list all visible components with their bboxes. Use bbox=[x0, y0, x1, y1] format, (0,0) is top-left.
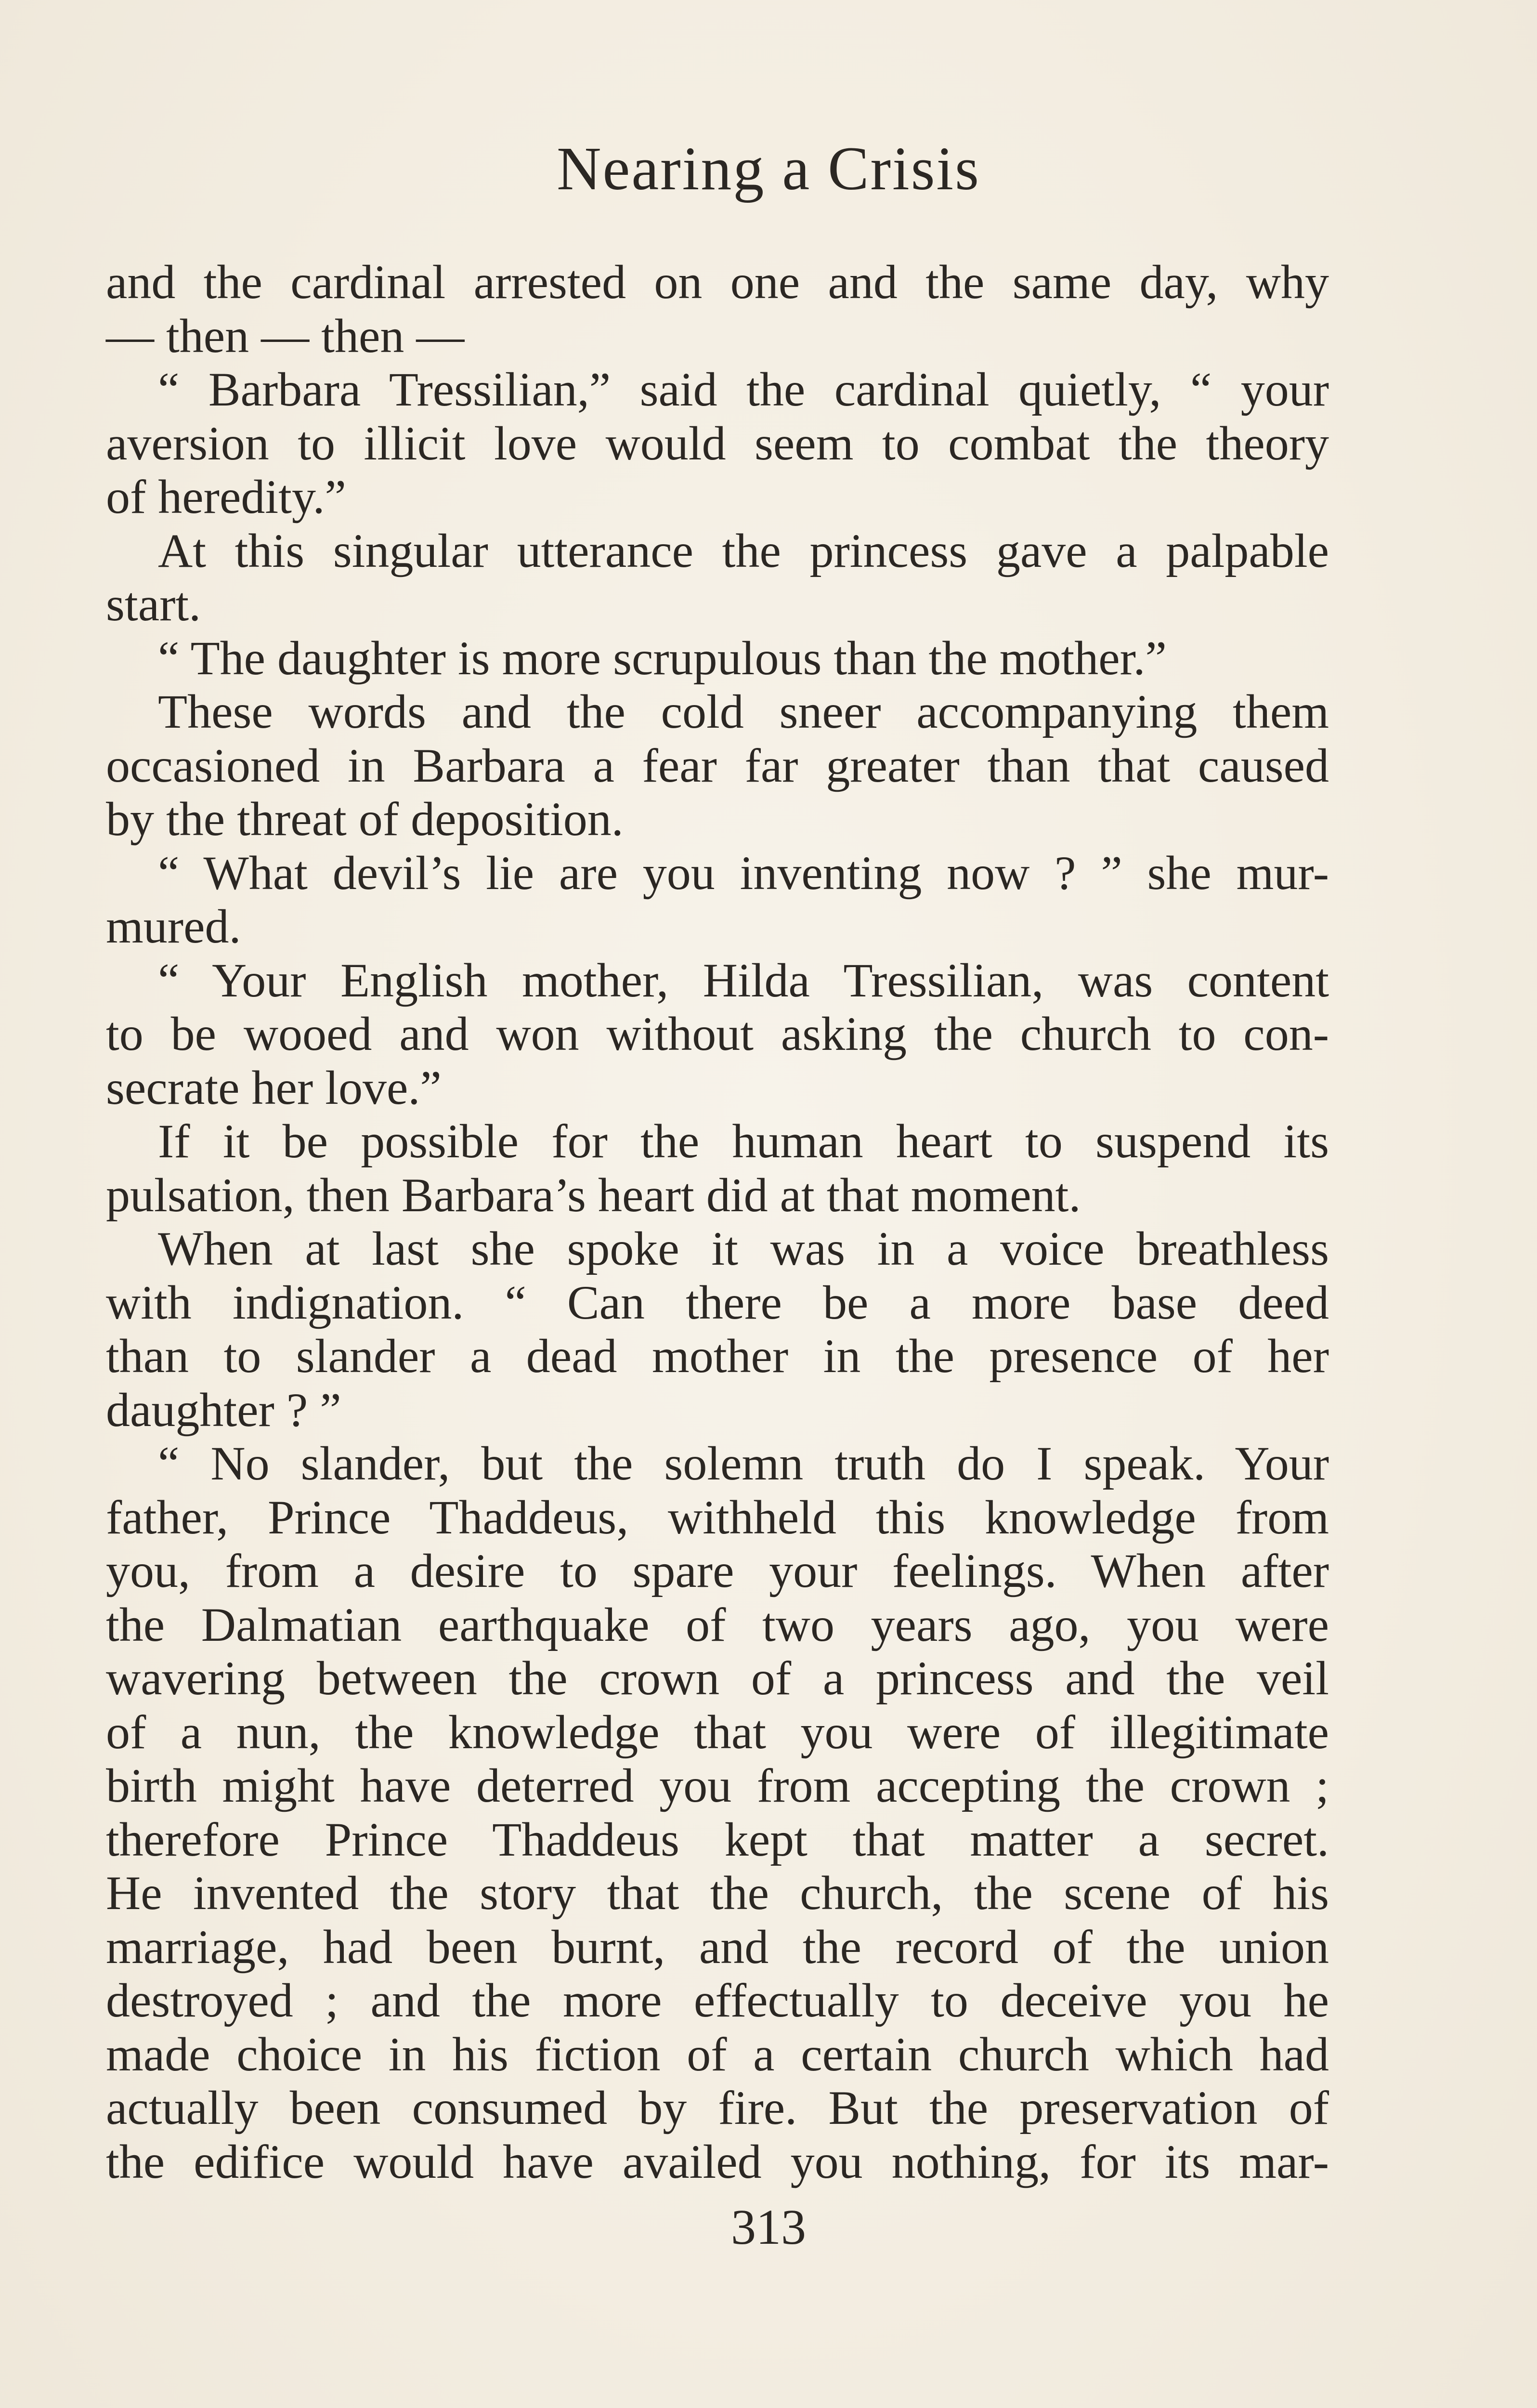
text-line: of a nun, the knowledge that you were of illegitimate bbox=[106, 1705, 1329, 1759]
page-number: 313 bbox=[731, 2199, 806, 2255]
text-line: and the cardinal arrested on one and the same day, why bbox=[106, 255, 1329, 309]
text-line: the edifice would have availed you nothing, for its mar- bbox=[106, 2134, 1329, 2188]
text-line: secrate her love.” bbox=[106, 1060, 442, 1114]
text-line: “ No slander, but the solemn truth do I speak. Your bbox=[158, 1437, 1329, 1490]
text-line: of heredity.” bbox=[106, 470, 346, 523]
text-line: start. bbox=[106, 577, 201, 631]
text-line: wavering between the crown of a princess and the veil bbox=[106, 1651, 1329, 1705]
text-line: “ Your English mother, Hilda Tressilian, was content bbox=[158, 953, 1329, 1007]
text-line: with indignation. “ Can there be a more base deed bbox=[106, 1275, 1329, 1329]
text-line: “ The daughter is more scrupulous than the mother.” bbox=[158, 631, 1167, 685]
text-line: — then — then — bbox=[106, 309, 465, 363]
text-line: to be wooed and won without asking the church to con- bbox=[106, 1007, 1329, 1060]
text-line: “ What devil’s lie are you inventing now ? ” she mur- bbox=[158, 846, 1329, 900]
text-line: than to slander a dead mother in the presence of her bbox=[106, 1329, 1329, 1383]
text-line: At this singular utterance the princess gave a palpable bbox=[158, 523, 1329, 577]
text-line: the Dalmatian earthquake of two years ago, you were bbox=[106, 1597, 1329, 1651]
text-line: If it be possible for the human heart to suspend its bbox=[158, 1114, 1329, 1168]
text-line: by the threat of deposition. bbox=[106, 792, 624, 846]
text-line: pulsation, then Barbara’s heart did at that moment. bbox=[106, 1168, 1081, 1222]
running-head: Nearing a Crisis bbox=[557, 134, 980, 203]
text-line: destroyed ; and the more effectually to deceive you he bbox=[106, 1974, 1329, 2027]
text-line: occasioned in Barbara a fear far greater than that caused bbox=[106, 738, 1329, 792]
text-line: father, Prince Thaddeus, withheld this knowledge from bbox=[106, 1490, 1329, 1544]
text-line: These words and the cold sneer accompanying them bbox=[158, 685, 1329, 738]
text-line: marriage, had been burnt, and the record of the union bbox=[106, 1920, 1329, 1974]
text-line: aversion to illicit love would seem to combat the theory bbox=[106, 416, 1329, 470]
text-line: actually been consumed by fire. But the preservation of bbox=[106, 2081, 1329, 2134]
text-line: therefore Prince Thaddeus kept that matter a secret. bbox=[106, 1812, 1329, 1866]
text-line: “ Barbara Tressilian,” said the cardinal quietly, “ your bbox=[158, 363, 1329, 416]
text-line: you, from a desire to spare your feelings. When after bbox=[106, 1544, 1329, 1597]
body-text bbox=[106, 255, 1329, 2188]
text-line: He invented the story that the church, the scene of his bbox=[106, 1866, 1329, 1920]
text-line: birth might have deterred you from accepting the crown ; bbox=[106, 1759, 1329, 1812]
text-line: When at last she spoke it was in a voice breathless bbox=[158, 1222, 1329, 1275]
text-line: made choice in his fiction of a certain church which had bbox=[106, 2027, 1329, 2081]
text-line: mured. bbox=[106, 900, 241, 953]
text-line: daughter ? ” bbox=[106, 1383, 341, 1437]
